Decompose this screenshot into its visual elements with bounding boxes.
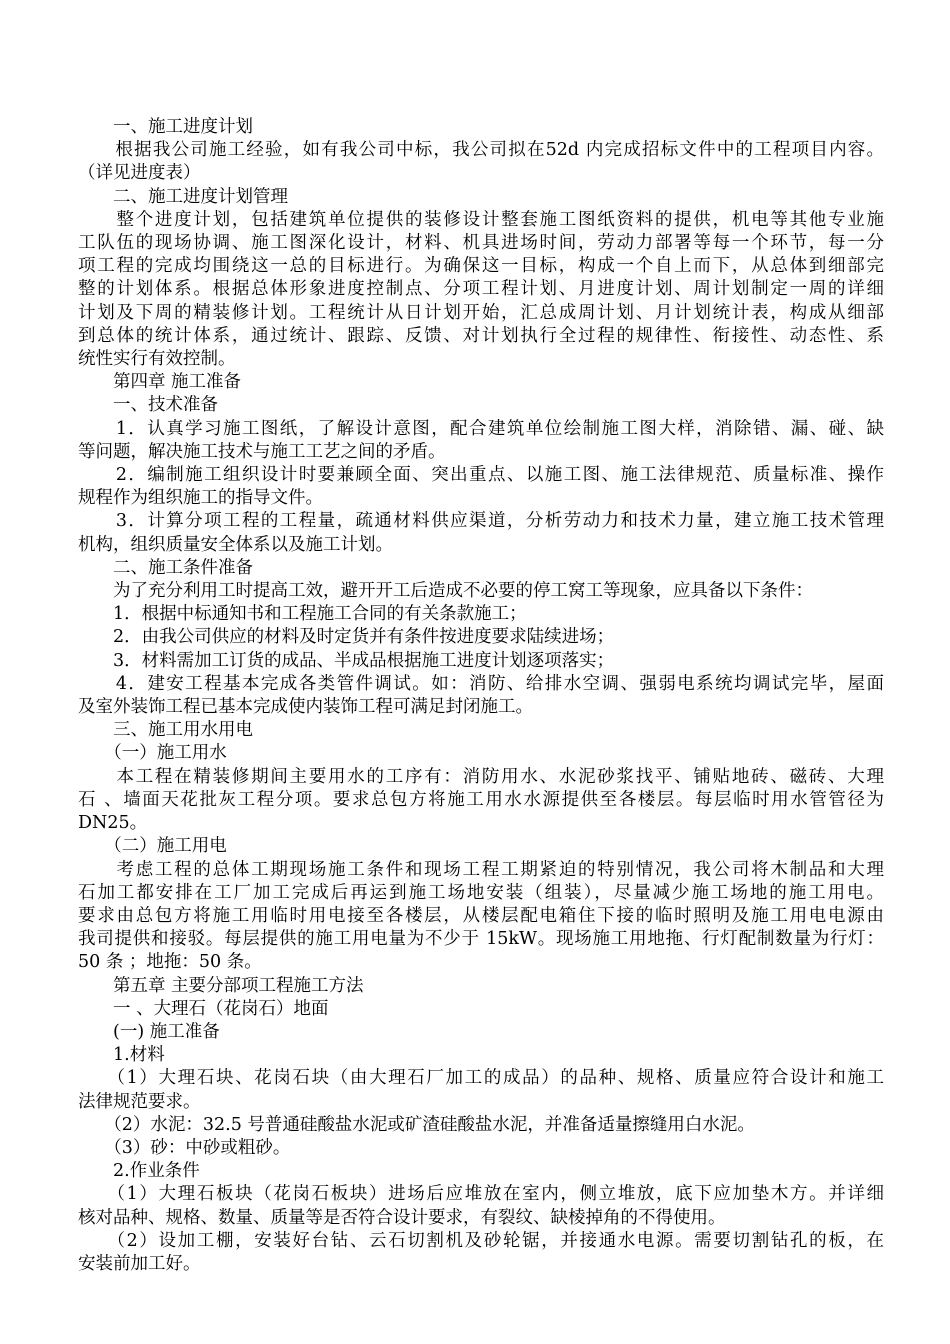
text-line: 及室外装饰工程已基本完成使内装饰工程可满足封闭施工。: [78, 697, 533, 718]
text-line: 本工程在精装修期间主要用水的工序有：消防用水、水泥砂浆找平、铺贴地砖、磁砖、大理: [78, 766, 884, 787]
text-line: 2．编制施工组织设计时要兼顾全面、突出重点、以施工图、施工法律规范、质量标准、操作: [78, 465, 884, 486]
text-line: 2.作业条件: [78, 1161, 200, 1182]
text-line: 我司提供和接驳。每层提供的施工用电量为不少于 15kW。现场施工用地拖、行灯配制数量为行灯：: [78, 929, 884, 950]
text-line: 工队伍的现场协调、施工图深化设计，材料、机具进场时间，劳动力部署等每一个环节，每一分: [78, 233, 884, 254]
text-line: 整个进度计划，包括建筑单位提供的装修设计整套施工图纸资料的提供，机电等其他专业施: [78, 209, 884, 230]
text-line: （详见进度表）: [78, 163, 201, 184]
text-line: 50 条 ；地拖：50 条。: [78, 952, 262, 973]
text-line: （3）砂：中砂或粗砂。: [78, 1137, 291, 1158]
text-line: 石加工都安排在工厂加工完成后再运到施工场地安装（组装），尽量减少施工场地的施工用电。: [78, 882, 884, 903]
text-line: 规程作为组织施工的指导文件。: [78, 488, 323, 509]
text-line: 二、施工进度计划管理: [78, 186, 288, 207]
text-line: 1．根据中标通知书和工程施工合同的有关条款施工；: [78, 604, 527, 625]
text-line: 核对品种、规格、数量、质量等是否符合设计要求，有裂纹、缺棱掉角的不得使用。: [78, 1207, 726, 1228]
text-line: 要求由总包方将施工用临时用电接至各楼层，从楼层配电箱住下接的临时照明及施工用电电源由: [78, 905, 884, 926]
text-line: 4．建安工程基本完成各类管件调试。如：消防、给排水空调、强弱电系统均调试完毕，屋面: [78, 673, 884, 694]
text-line: 根据我公司施工经验，如有我公司中标，我公司拟在52d 内完成招标文件中的工程项目内容。: [78, 140, 884, 161]
text-line: 第四章 施工准备: [78, 372, 242, 393]
text-line: 为了充分利用工时提高工效，避开开工后造成不必要的停工窝工等现象，应具备以下条件：: [78, 581, 813, 602]
text-line: 一、技术准备: [78, 395, 218, 416]
text-line: 一、施工进度计划: [78, 117, 253, 137]
text-line: （2）水泥：32.5 号普通硅酸盐水泥或矿渣硅酸盐水泥，并准备适量擦缝用白水泥。: [78, 1114, 755, 1135]
text-line: 3．材料需加工订货的成品、半成品根据施工进度计划逐项落实；: [78, 650, 615, 671]
text-line: 项工程的完成均围绕这一总的目标进行。为确保这一目标，构成一个自上而下，从总体到细部完: [78, 256, 884, 277]
text-line: （1）大理石块、花岗石块（由大理石厂加工的成品）的品种、规格、质量应符合设计和施工: [78, 1068, 884, 1089]
text-line: 统性实行有效控制。: [78, 349, 236, 370]
text-line: (一) 施工准备: [78, 1021, 220, 1042]
text-line: 3．计算分项工程的工程量，疏通材料供应渠道，分析劳动力和技术力量，建立施工技术管理: [78, 511, 884, 532]
text-line: （1）大理石板块（花岗石板块）进场后应堆放在室内，侧立堆放，底下应加垫木方。并详细: [78, 1184, 884, 1205]
text-line: （一）施工用水: [78, 743, 227, 764]
text-line: 考虑工程的总体工期现场施工条件和现场工程工期紧迫的特别情况，我公司将木制品和大理: [78, 859, 884, 880]
text-line: 石 、墙面天花批灰工程分项。要求总包方将施工用水水源提供至各楼层。每层临时用水管管径为: [78, 789, 884, 810]
text-line: 等问题，解决施工技术与施工工艺之间的矛盾。: [78, 441, 446, 462]
text-line: 安装前加工好。: [78, 1253, 201, 1274]
text-line: 机构，组织质量安全体系以及施工计划。: [78, 534, 393, 555]
text-line: （2）设加工棚，安装好台钻、云石切割机及砂轮锯，并接通水电源。需要切割钻孔的板，在: [78, 1230, 884, 1251]
text-line: （二）施工用电: [78, 836, 227, 857]
text-line: 二、施工条件准备: [78, 557, 253, 578]
text-line: 1.材料: [78, 1045, 165, 1066]
text-line: 第五章 主要分部项工程施工方法: [78, 975, 364, 996]
text-line: 1．认真学习施工图纸，了解设计意图，配合建筑单位绘制施工图大样，消除错、漏、碰、缺: [78, 418, 884, 439]
text-line: 到总体的统计体系，通过统计、跟踪、反馈、对计划执行全过程的规律性、衔接性、动态性、系: [78, 325, 884, 346]
document-body: [78, 116, 884, 1276]
text-line: DN25。: [78, 813, 148, 834]
text-line: 整的计划体系。根据总体形象进度控制点、分项工程计划、月进度计划、周计划制定一周的详细: [78, 279, 884, 300]
text-line: 2．由我公司供应的材料及时定货并有条件按进度要求陆续进场；: [78, 627, 615, 648]
text-line: 一 、大理石（花岗石）地面: [78, 998, 329, 1019]
text-line: 法律规范要求。: [78, 1091, 201, 1112]
text-line: 三、施工用水用电: [78, 720, 253, 741]
text-line: 计划及下周的精装修计划。工程统计从日计划开始，汇总成周计划、月计划统计表，构成从细部: [78, 302, 884, 323]
